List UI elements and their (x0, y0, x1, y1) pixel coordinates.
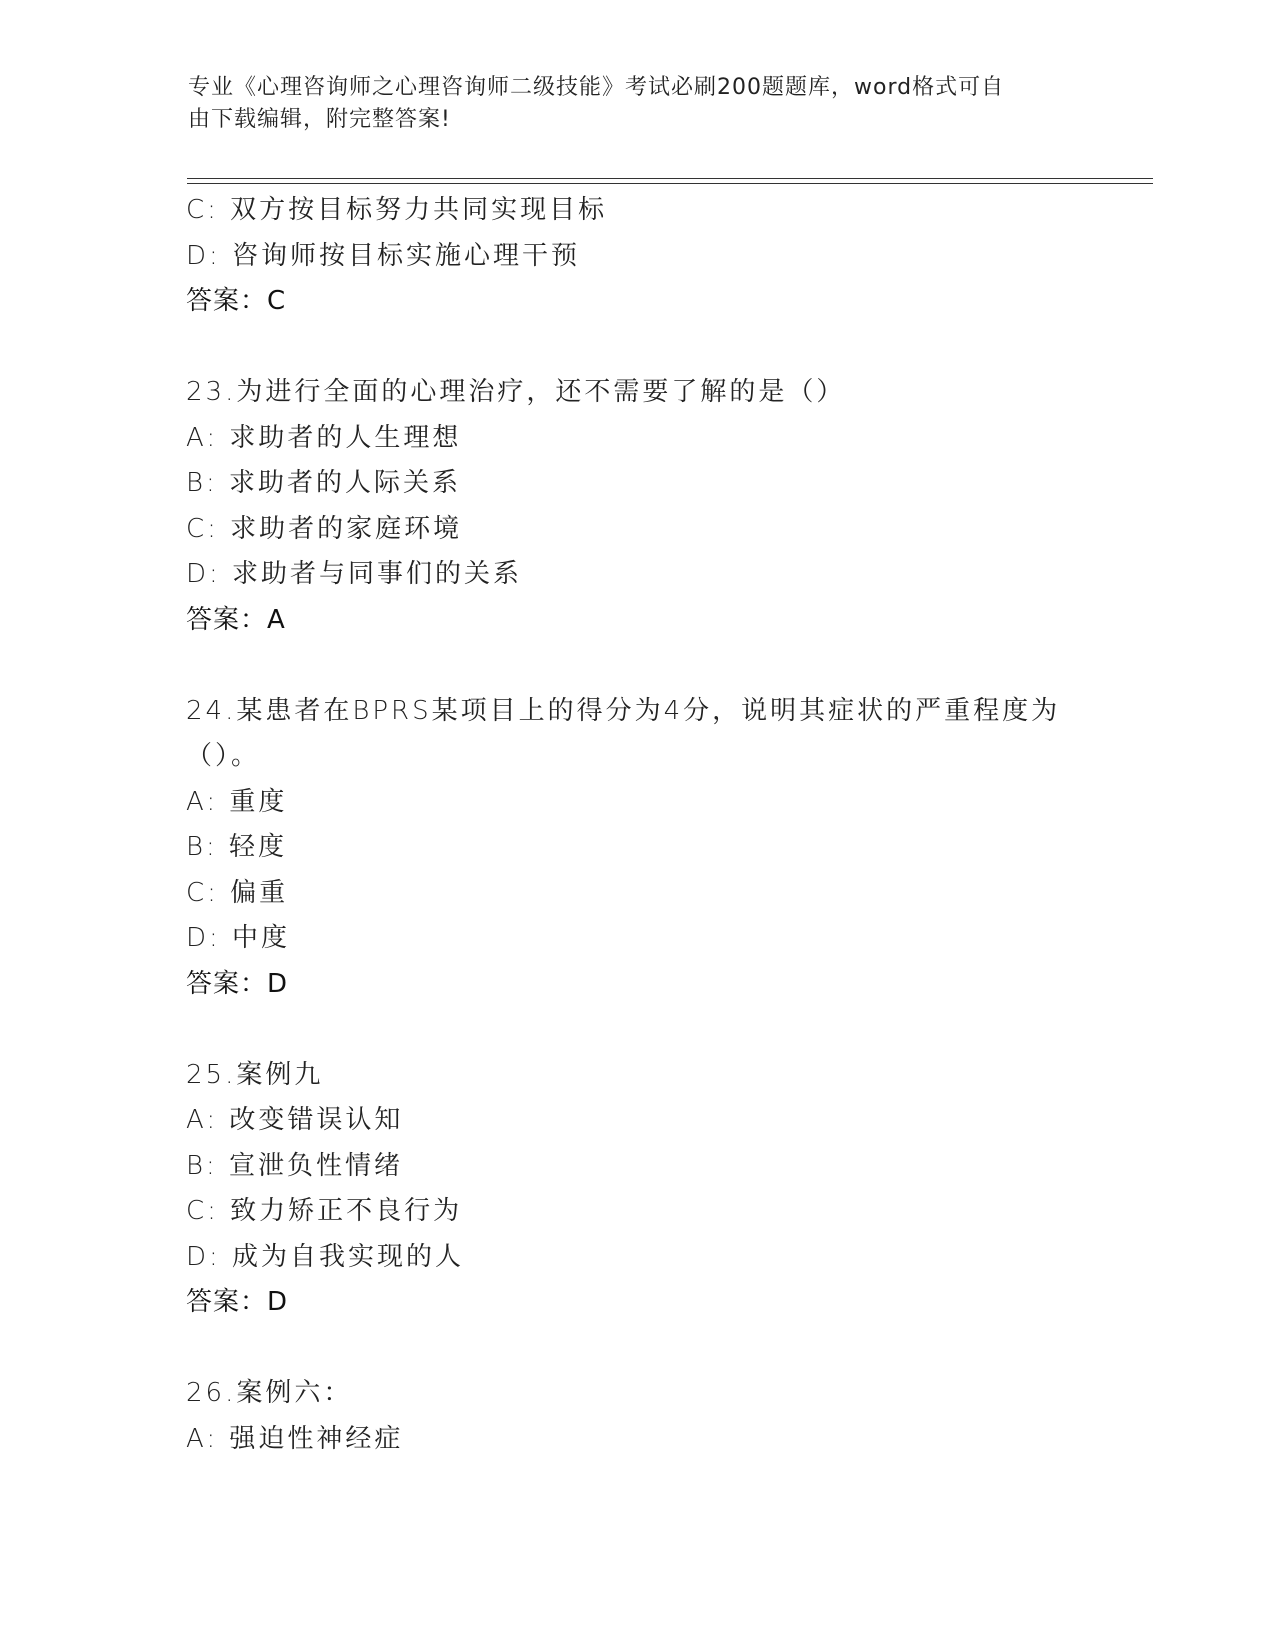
header-line-1: 专业《心理咨询师之心理咨询师二级技能》考试必刷200题题库，word格式可自 (188, 75, 1005, 100)
question-stem-continuation: （）。 (186, 741, 261, 771)
option-a: A: 强迫性神经症 (186, 1423, 404, 1454)
option-d: D: 中度 (186, 923, 291, 953)
option-d: D: 咨询师按目标实施心理干预 (186, 240, 581, 271)
question-stem: 26.案例六： (186, 1378, 353, 1408)
header-divider-top (187, 178, 1153, 179)
question-stem: 25.案例九 (186, 1059, 324, 1090)
answer-line: 答案：A (186, 604, 286, 635)
answer-line: 答案：C (186, 286, 287, 316)
header-line-2: 由下载编辑，附完整答案! (188, 107, 451, 132)
spacer (186, 1007, 1106, 1053)
header-divider-bottom (187, 183, 1153, 184)
option-c: C: 求助者的家庭环境 (186, 513, 463, 544)
option-b: B: 轻度 (186, 832, 288, 862)
question-stem: 24.某患者在BPRS某项目上的得分为4分，说明其症状的严重程度为 (186, 695, 1061, 726)
answer-line: 答案：D (186, 1287, 289, 1317)
option-a: A: 重度 (186, 786, 288, 817)
question-24 (186, 689, 1106, 1008)
question-23 (186, 370, 1106, 643)
answer-line: 答案：D (186, 968, 289, 999)
option-c: C: 偏重 (186, 877, 289, 908)
option-c: C: 致力矫正不良行为 (186, 1196, 463, 1226)
question-fragment (186, 188, 1106, 325)
question-25 (186, 1053, 1106, 1326)
spacer (186, 325, 1106, 371)
spacer (186, 1326, 1106, 1372)
option-b: B: 宣泄负性情绪 (186, 1150, 404, 1181)
question-26 (186, 1371, 1106, 1462)
option-a: A: 求助者的人生理想 (186, 422, 462, 453)
spacer (186, 643, 1106, 689)
question-stem: 23.为进行全面的心理治疗，还不需要了解的是（） (186, 377, 846, 407)
option-d: D: 成为自我实现的人 (186, 1241, 465, 1272)
option-d: D: 求助者与同事们的关系 (186, 559, 523, 589)
document-header (188, 72, 1068, 136)
option-b: B: 求助者的人际关系 (186, 468, 462, 498)
question-list (186, 188, 1106, 1462)
option-a: A: 改变错误认知 (186, 1105, 404, 1135)
option-c: C: 双方按目标努力共同实现目标 (186, 195, 608, 225)
